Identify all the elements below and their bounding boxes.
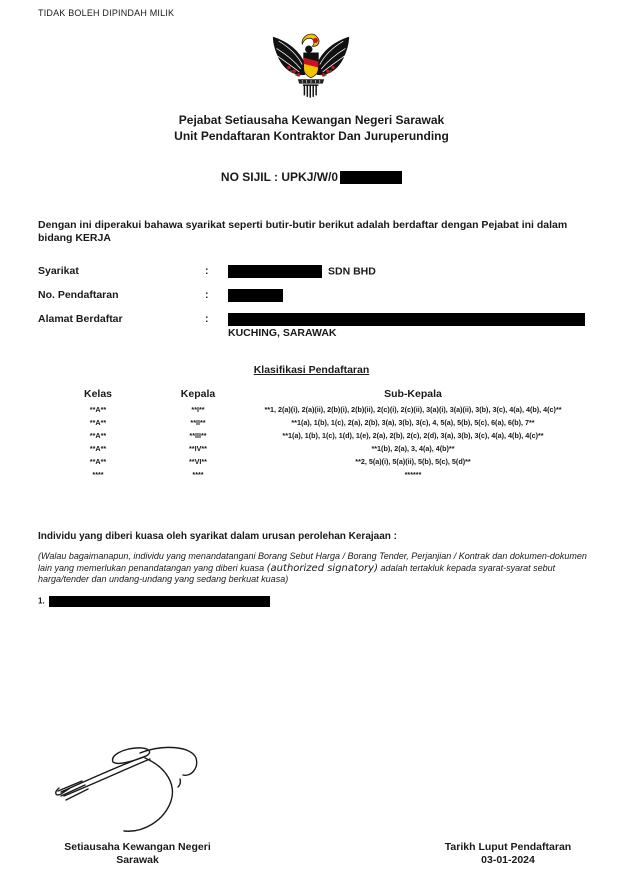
cell-kelas: **A** [89, 457, 107, 466]
field-value-syarikat [228, 265, 594, 278]
redacted-registration-number [228, 289, 283, 302]
cell-subkepala: ****** [404, 470, 422, 479]
column-header-kelas: Kelas [83, 388, 113, 400]
address-line2: KUCHING, SARAWAK [228, 327, 337, 339]
classification-row [38, 431, 588, 441]
cell-kepala: **II** [190, 418, 206, 427]
unit-name: Unit Pendaftaran Kontraktor Dan Juruperunding [174, 129, 449, 143]
field-label-alamat: Alamat Berdaftar [38, 313, 123, 325]
expiry-date: 03-01-2024 [481, 854, 535, 866]
field-colon: : [205, 313, 209, 325]
sarawak-crest-icon [267, 26, 355, 112]
cell-subkepala: **1, 2(a)(i), 2(a)(ii), 2(b)(i), 2(b)(ii), 2(c)(i), 2(c)(ii), 3(a)(i), 3(a)(ii), 3(b), 3(c), 4(a), 4(b), 4(c)** [264, 405, 562, 414]
field-row-syarikat [38, 265, 594, 279]
cell-kelas: **A** [89, 444, 107, 453]
expiry-label: Tarikh Luput Pendaftaran [444, 841, 572, 853]
column-header-subkepala: Sub-Kepala [384, 388, 442, 400]
crest-tail-feathers [303, 84, 318, 97]
field-label-syarikat: Syarikat [38, 265, 79, 277]
cell-subkepala: **1(b), 2(a), 3, 4(a), 4(b)** [371, 444, 455, 453]
certificate-number-text: NO SIJIL : UPKJ/W/0 [220, 170, 339, 184]
classification-table [38, 388, 588, 483]
cell-subkepala: **1(a), 1(b), 1(c), 1(d), 1(e), 2(a), 2(b), 2(c), 2(d), 3(a), 3(b), 3(c), 4(a), 4(b), 4(c)** [282, 431, 544, 440]
field-value-alamat [228, 313, 594, 339]
column-header-kepala: Kepala [180, 388, 216, 400]
classification-row [38, 418, 588, 428]
classification-title [0, 364, 623, 376]
cell-subkepala: **2, 5(a)(i), 5(a)(ii), 5(b), 5(c), 5(d)** [355, 457, 471, 466]
cell-kelas: **A** [89, 405, 107, 414]
field-label-no-pendaftaran: No. Pendaftaran [38, 289, 119, 301]
company-name-suffix: SDN BHD [328, 265, 376, 278]
cell-kelas: **A** [89, 418, 107, 427]
cell-kepala: **VI** [189, 457, 207, 466]
authorized-signatory-highlight: (authorized signatory) [266, 562, 378, 574]
field-row-alamat [38, 313, 594, 339]
signatory-title-block [30, 841, 245, 867]
non-transferable-note: TIDAK BOLEH DIPINDAH MILIK [38, 8, 175, 18]
redacted-authorized-person [49, 596, 270, 607]
company-details [38, 265, 594, 349]
redacted-address [228, 313, 585, 326]
classification-row [38, 457, 588, 467]
authorized-person-item [38, 596, 270, 607]
authorized-note-part1: (Walau bagaimanapun, individu yang menandatangani Borang Sebut Harga / Borang Tender, Perjanjian / Kontrak dan dokumen-dokumen lain yang memerlukan penandatangan yang diberi kuasa [38, 551, 587, 573]
field-colon: : [205, 289, 209, 301]
crest-casque-red [313, 38, 318, 43]
cell-kepala: **** [192, 470, 204, 479]
classification-row [38, 405, 588, 415]
signatory-title-line1: Setiausaha Kewangan Negeri [64, 841, 211, 853]
classification-header-row [38, 388, 588, 400]
cell-subkepala: **1(a), 1(b), 1(c), 2(a), 2(b), 3(a), 3(b), 3(c), 4, 5(a), 5(b), 5(c), 6(a), 6(b), 7** [291, 418, 535, 427]
cell-kelas: **** [92, 470, 104, 479]
certificate-number-line [0, 170, 623, 184]
classification-title-text: Klasifikasi Pendaftaran [253, 364, 370, 376]
crest-head [305, 46, 312, 53]
redacted-company-name [228, 265, 322, 278]
item-number: 1. [38, 596, 45, 606]
classification-row [38, 470, 588, 480]
cell-kepala: **III** [189, 431, 207, 440]
classification-row [38, 444, 588, 454]
cell-kelas: **A** [89, 431, 107, 440]
office-name: Pejabat Setiausaha Kewangan Negeri Sarawak [178, 113, 445, 127]
field-value-no-pendaftaran [228, 289, 594, 302]
expiry-block [418, 841, 598, 867]
authorized-individuals-heading: Individu yang diberi kuasa oleh syarikat dalam urusan perolehan Kerajaan : [38, 531, 398, 542]
field-row-no-pendaftaran [38, 289, 594, 303]
signatory-title-line2: Sarawak [116, 854, 159, 866]
cell-kepala: **IV** [189, 444, 207, 453]
field-colon: : [205, 265, 209, 277]
authorized-note-part2: adalah tertakluk kepada syarat-syarat sebut harga/tender dan undang-undang yang sedang berkuat kuasa) [38, 562, 556, 584]
authorized-note [38, 551, 597, 586]
registration-statement: Dengan ini diperakui bahawa syarikat seperti butir-butir berikut adalah berdaftar dengan Pejabat ini dalam bidang KERJA [38, 219, 568, 244]
cell-kepala: **I** [191, 405, 205, 414]
signature-image [28, 736, 283, 838]
letterhead [0, 112, 623, 144]
redacted-certificate-number [340, 171, 402, 184]
